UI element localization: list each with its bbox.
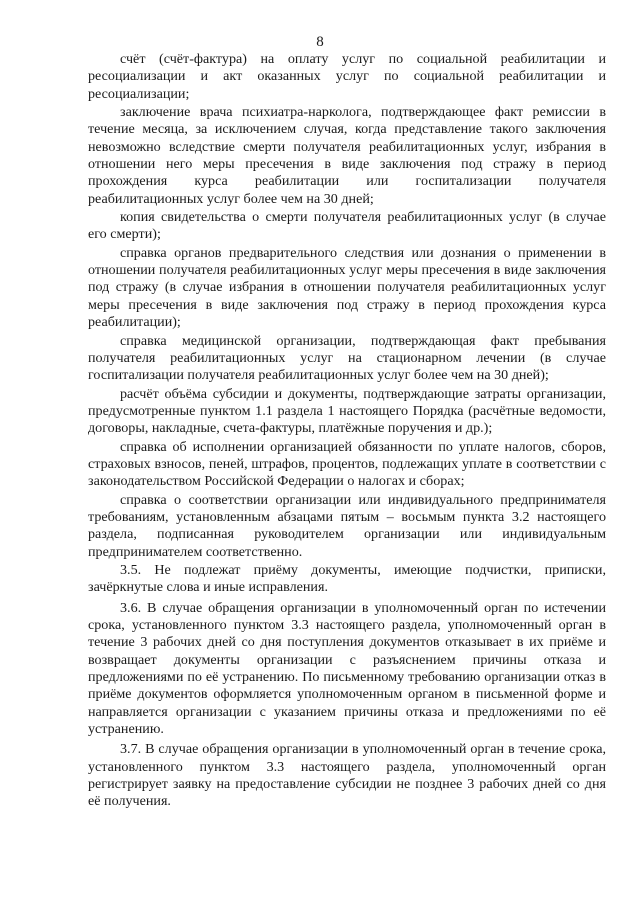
paragraph-death-certificate: копия свидетельства о смерти получателя реабилитационных услуг (в случае его смерти); bbox=[88, 209, 606, 243]
paragraph-section-3-7: 3.7. В случае обращения организации в уполномоченный орган в течение срока, установленного пунктом 3.3 настоящего раздела, уполномоченный орган регистрирует заявку на предоставление субсидии не позднее 3 рабочих дней со дня её получения. bbox=[88, 741, 606, 810]
paragraph-medical-certificate: справка медицинской организации, подтверждающая факт пребывания получателя реабилитационных услуг на стационарном лечении (в случае госпитализации получателя реабилитационных услуг более чем на 30 дней); bbox=[88, 332, 606, 384]
paragraph-narcologist-conclusion: заключение врача психиатра-нарколога, подтверждающее факт ремиссии в течение месяца, за исключением случая, когда представление такого заключения невозможно вследствие смерти получателя реабилитационных услуг, избрания в отношении него меры пресечения в виде заключения под стражу в период прохождения курса реабилитации или госпитализации получателя реабилитационных услуг более чем на 30 дней; bbox=[88, 104, 606, 207]
paragraph-section-3-6: 3.6. В случае обращения организации в уполномоченный орган по истечении срока, установленного пунктом 3.3 настоящего раздела, уполномоченный орган в течение 3 рабочих дней со дня поступления документов отказывает в их приёме и возвращает документы организации с разъяснением причины отказа и предложениями по её устранению. По письменному требованию организации отказ в приёме документов оформляется уполномоченным органом в письменной форме и направляется организации с указанием причины отказа и предложениями по её устранению. bbox=[88, 599, 606, 738]
paragraph-compliance-certificate: справка о соответствии организации или индивидуального предпринимателя требованиям, установленным абзацами пятым – восьмым пункта 3.2 настоящего раздела, подписанная руководителем организации или индивидуальным предпринимателем соответственно. bbox=[88, 491, 606, 560]
paragraph-invoice: счёт (счёт-фактура) на оплату услуг по социальной реабилитации и ресоциализации и акт оказанных услуг по социальной реабилитации и ресоциализации; bbox=[88, 51, 606, 102]
page-number: 8 bbox=[316, 34, 324, 50]
paragraph-section-3-5: 3.5. Не подлежат приёму документы, имеющие подчистки, приписки, зачёркнутые слова и иные исправления. bbox=[88, 561, 606, 596]
paragraph-tax-certificate: справка об исполнении организацией обязанности по уплате налогов, сборов, страховых взносов, пеней, штрафов, процентов, подлежащих уплате в соответствии с законодательством Российской Федерации о налогах и сборах; bbox=[88, 438, 606, 490]
paragraph-investigation-certificate: справка органов предварительного следствия или дознания о применении в отношении получателя реабилитационных услуг меры пресечения в виде заключения под стражу (в случае избрания в отношении получателя реабилитационных услуг меры пресечения в виде заключения под стражу в период прохождения курса реабилитации); bbox=[88, 244, 606, 331]
paragraph-subsidy-calculation: расчёт объёма субсидии и документы, подтверждающие затраты организации, предусмотренные пунктом 1.1 раздела 1 настоящего Порядка (расчётные ведомости, договоры, накладные, счета-фактуры, платёжные поручения и др.); bbox=[88, 385, 606, 437]
document-body bbox=[88, 51, 606, 811]
